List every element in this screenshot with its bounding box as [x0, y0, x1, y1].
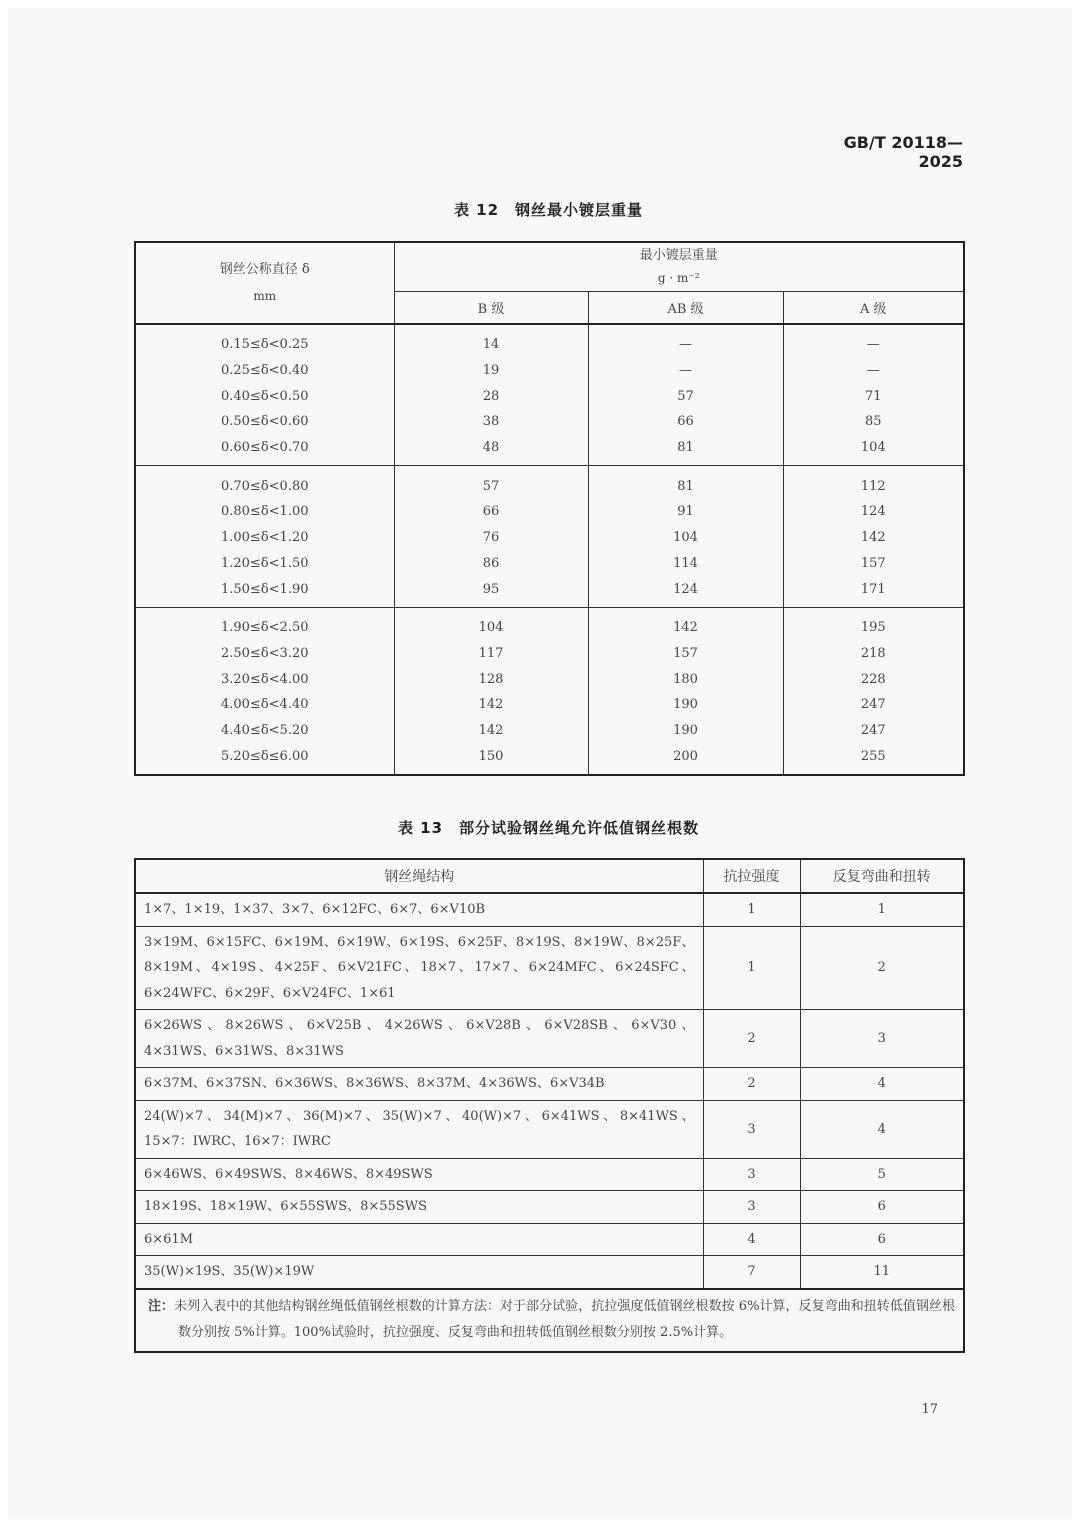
table-row [135, 551, 964, 577]
rope-structure-header: 钢丝绳结构 [135, 859, 703, 893]
grade-ab-value: 91 [588, 499, 783, 525]
table-row [135, 1191, 964, 1224]
grade-b-value: 117 [394, 641, 588, 667]
tensile-value: 2 [703, 1010, 800, 1068]
bend-torsion-value: 2 [800, 926, 964, 1010]
grade-ab-value: 190 [588, 718, 783, 744]
table-row [135, 1158, 964, 1191]
grade-a-value: 104 [783, 435, 964, 466]
bend-torsion-value: 6 [800, 1191, 964, 1224]
grade-b-value: 14 [394, 324, 588, 358]
table-row [135, 893, 964, 926]
table12-group-1 [135, 324, 964, 466]
diameter-range: 1.00≤δ<1.20 [135, 525, 394, 551]
standard-code: GB/T 20118—2025 [843, 133, 963, 171]
grade-a-value: — [783, 358, 964, 384]
grade-ab-value: 200 [588, 743, 783, 775]
grade-a-value: 195 [783, 607, 964, 640]
bend-torsion-header: 反复弯曲和扭转 [800, 859, 964, 893]
table-row [135, 1223, 964, 1256]
diameter-range: 0.60≤δ<0.70 [135, 435, 394, 466]
table12-number: 表 12 [453, 201, 500, 219]
grade-b-value: 66 [394, 499, 588, 525]
table-note [135, 1289, 964, 1352]
rope-structure: 6×26WS、8×26WS、6×V25B、4×26WS、6×V28B、6×V28SB、6×V30、4×31WS、6×31WS、8×31WS [135, 1010, 703, 1068]
table-row [135, 358, 964, 384]
note-text: 未列入表中的其他结构钢丝绳低值钢丝根数的计算方法：对于部分试验，抗拉强度低值钢丝根数按 6%计算，反复弯曲和扭转低值钢丝根数分别按 5%计算。100%试验时，抗拉强度、反复弯曲和扭转低值钢丝根数分别按 2.5%计算。 [174, 1298, 955, 1340]
grade-b-value: 19 [394, 358, 588, 384]
table-row [135, 576, 964, 607]
table-row [135, 1068, 964, 1101]
grade-b-value: 142 [394, 718, 588, 744]
grade-a-value: 142 [783, 525, 964, 551]
grade-ab-value: 190 [588, 692, 783, 718]
grade-ab-value: 66 [588, 409, 783, 435]
rope-structure: 24(W)×7、34(M)×7、36(M)×7、35(W)×7、40(W)×7、6×41WS、8×41WS、15×7：IWRC、16×7：IWRC [135, 1100, 703, 1158]
bend-torsion-value: 1 [800, 893, 964, 926]
table12-title: 钢丝最小镀层重量 [515, 201, 644, 219]
grade-b-value: 38 [394, 409, 588, 435]
table-row [135, 718, 964, 744]
weight-unit: g · m⁻² [657, 271, 700, 285]
grade-b-value: 48 [394, 435, 588, 466]
weight-label: 最小镀层重量 [639, 248, 718, 263]
tensile-value: 7 [703, 1256, 800, 1289]
table13-number: 表 13 [397, 819, 444, 837]
page-number: 17 [921, 1402, 938, 1417]
grade-ab-value: 114 [588, 551, 783, 577]
table-row [135, 1256, 964, 1289]
diameter-range: 0.70≤δ<0.80 [135, 466, 394, 499]
table-row [135, 324, 964, 358]
diameter-range: 5.20≤δ≤6.00 [135, 743, 394, 775]
grade-b-value: 150 [394, 743, 588, 775]
grade-b-value: 28 [394, 383, 588, 409]
diameter-range: 0.80≤δ<1.00 [135, 499, 394, 525]
rope-structure: 35(W)×19S、35(W)×19W [135, 1256, 703, 1289]
grade-a-value: 228 [783, 666, 964, 692]
grade-ab-value: — [588, 358, 783, 384]
grade-a-value: — [783, 324, 964, 358]
rope-structure: 1×7、1×19、1×37、3×7、6×12FC、6×7、6×V10B [135, 893, 703, 926]
grade-a-value: 112 [783, 466, 964, 499]
grade-b-value: 95 [394, 576, 588, 607]
note-label: 注： [148, 1298, 175, 1314]
grade-a-value: 85 [783, 409, 964, 435]
grade-ab-header: AB 级 [588, 292, 783, 325]
low-value-wire-table [134, 858, 965, 1353]
grade-a-value: 124 [783, 499, 964, 525]
grade-ab-value: 81 [588, 435, 783, 466]
rope-structure: 6×61M [135, 1223, 703, 1256]
grade-ab-value: 180 [588, 666, 783, 692]
tensile-value: 2 [703, 1068, 800, 1101]
table-row [135, 525, 964, 551]
grade-ab-value: 157 [588, 641, 783, 667]
bend-torsion-value: 4 [800, 1100, 964, 1158]
table-row [135, 607, 964, 640]
grade-ab-value: — [588, 324, 783, 358]
rope-structure: 6×37M、6×37SN、6×36WS、8×36WS、8×37M、4×36WS、6×V34B [135, 1068, 703, 1101]
rope-structure: 6×46WS、6×49SWS、8×46WS、8×49SWS [135, 1158, 703, 1191]
grade-ab-value: 81 [588, 466, 783, 499]
table12-group-3 [135, 607, 964, 775]
bend-torsion-value: 6 [800, 1223, 964, 1256]
grade-a-value: 247 [783, 718, 964, 744]
grade-a-value: 157 [783, 551, 964, 577]
table-row [135, 409, 964, 435]
grade-a-value: 247 [783, 692, 964, 718]
grade-ab-value: 124 [588, 576, 783, 607]
table-row [135, 466, 964, 499]
diameter-range: 4.00≤δ<4.40 [135, 692, 394, 718]
table12-group-2 [135, 466, 964, 607]
grade-b-value: 57 [394, 466, 588, 499]
table-row [135, 1100, 964, 1158]
grade-a-value: 171 [783, 576, 964, 607]
diameter-range: 0.50≤δ<0.60 [135, 409, 394, 435]
grade-b-header: B 级 [394, 292, 588, 325]
grade-b-value: 86 [394, 551, 588, 577]
table-row [135, 383, 964, 409]
table12-caption [134, 199, 963, 220]
tensile-strength-header: 抗拉强度 [703, 859, 800, 893]
grade-b-value: 76 [394, 525, 588, 551]
table-row [135, 435, 964, 466]
diameter-unit: mm [253, 289, 277, 303]
diameter-label: 钢丝公称直径 δ [219, 262, 310, 277]
bend-torsion-value: 3 [800, 1010, 964, 1068]
table-row [135, 692, 964, 718]
tensile-value: 1 [703, 926, 800, 1010]
table-note-row [135, 1289, 964, 1352]
diameter-range: 0.25≤δ<0.40 [135, 358, 394, 384]
table-row [135, 1010, 964, 1068]
tensile-value: 3 [703, 1191, 800, 1224]
grade-b-value: 104 [394, 607, 588, 640]
tensile-value: 4 [703, 1223, 800, 1256]
diameter-range: 3.20≤δ<4.00 [135, 666, 394, 692]
weight-header [394, 242, 964, 292]
tensile-value: 1 [703, 893, 800, 926]
grade-a-value: 218 [783, 641, 964, 667]
rope-structure: 3×19M、6×15FC、6×19M、6×19W、6×19S、6×25F、8×19S、8×19W、8×25F、8×19M、4×19S、4×25F、6×V21FC、18×7、17×7、6×24MFC、6×24SFC、6×24WFC、6×29F、6×V24FC、1×61 [135, 926, 703, 1010]
grade-ab-value: 142 [588, 607, 783, 640]
grade-ab-value: 57 [588, 383, 783, 409]
grade-b-value: 142 [394, 692, 588, 718]
tensile-value: 3 [703, 1158, 800, 1191]
bend-torsion-value: 5 [800, 1158, 964, 1191]
diameter-range: 4.40≤δ<5.20 [135, 718, 394, 744]
table-row [135, 926, 964, 1010]
diameter-range: 1.50≤δ<1.90 [135, 576, 394, 607]
diameter-range: 1.90≤δ<2.50 [135, 607, 394, 640]
table-row [135, 666, 964, 692]
bend-torsion-value: 4 [800, 1068, 964, 1101]
diameter-range: 2.50≤δ<3.20 [135, 641, 394, 667]
table13-title: 部分试验钢丝绳允许低值钢丝根数 [459, 819, 700, 837]
diameter-range: 0.40≤δ<0.50 [135, 383, 394, 409]
grade-a-value: 255 [783, 743, 964, 775]
grade-ab-value: 104 [588, 525, 783, 551]
diameter-header [135, 242, 394, 324]
diameter-range: 0.15≤δ<0.25 [135, 324, 394, 358]
coating-weight-table [134, 241, 965, 776]
diameter-range: 1.20≤δ<1.50 [135, 551, 394, 577]
tensile-value: 3 [703, 1100, 800, 1158]
grade-a-value: 71 [783, 383, 964, 409]
table13-caption [134, 817, 963, 838]
rope-structure: 18×19S、18×19W、6×55SWS、8×55SWS [135, 1191, 703, 1224]
grade-a-header: A 级 [783, 292, 964, 325]
grade-b-value: 128 [394, 666, 588, 692]
table-row [135, 641, 964, 667]
table-row [135, 743, 964, 775]
bend-torsion-value: 11 [800, 1256, 964, 1289]
table-row [135, 499, 964, 525]
